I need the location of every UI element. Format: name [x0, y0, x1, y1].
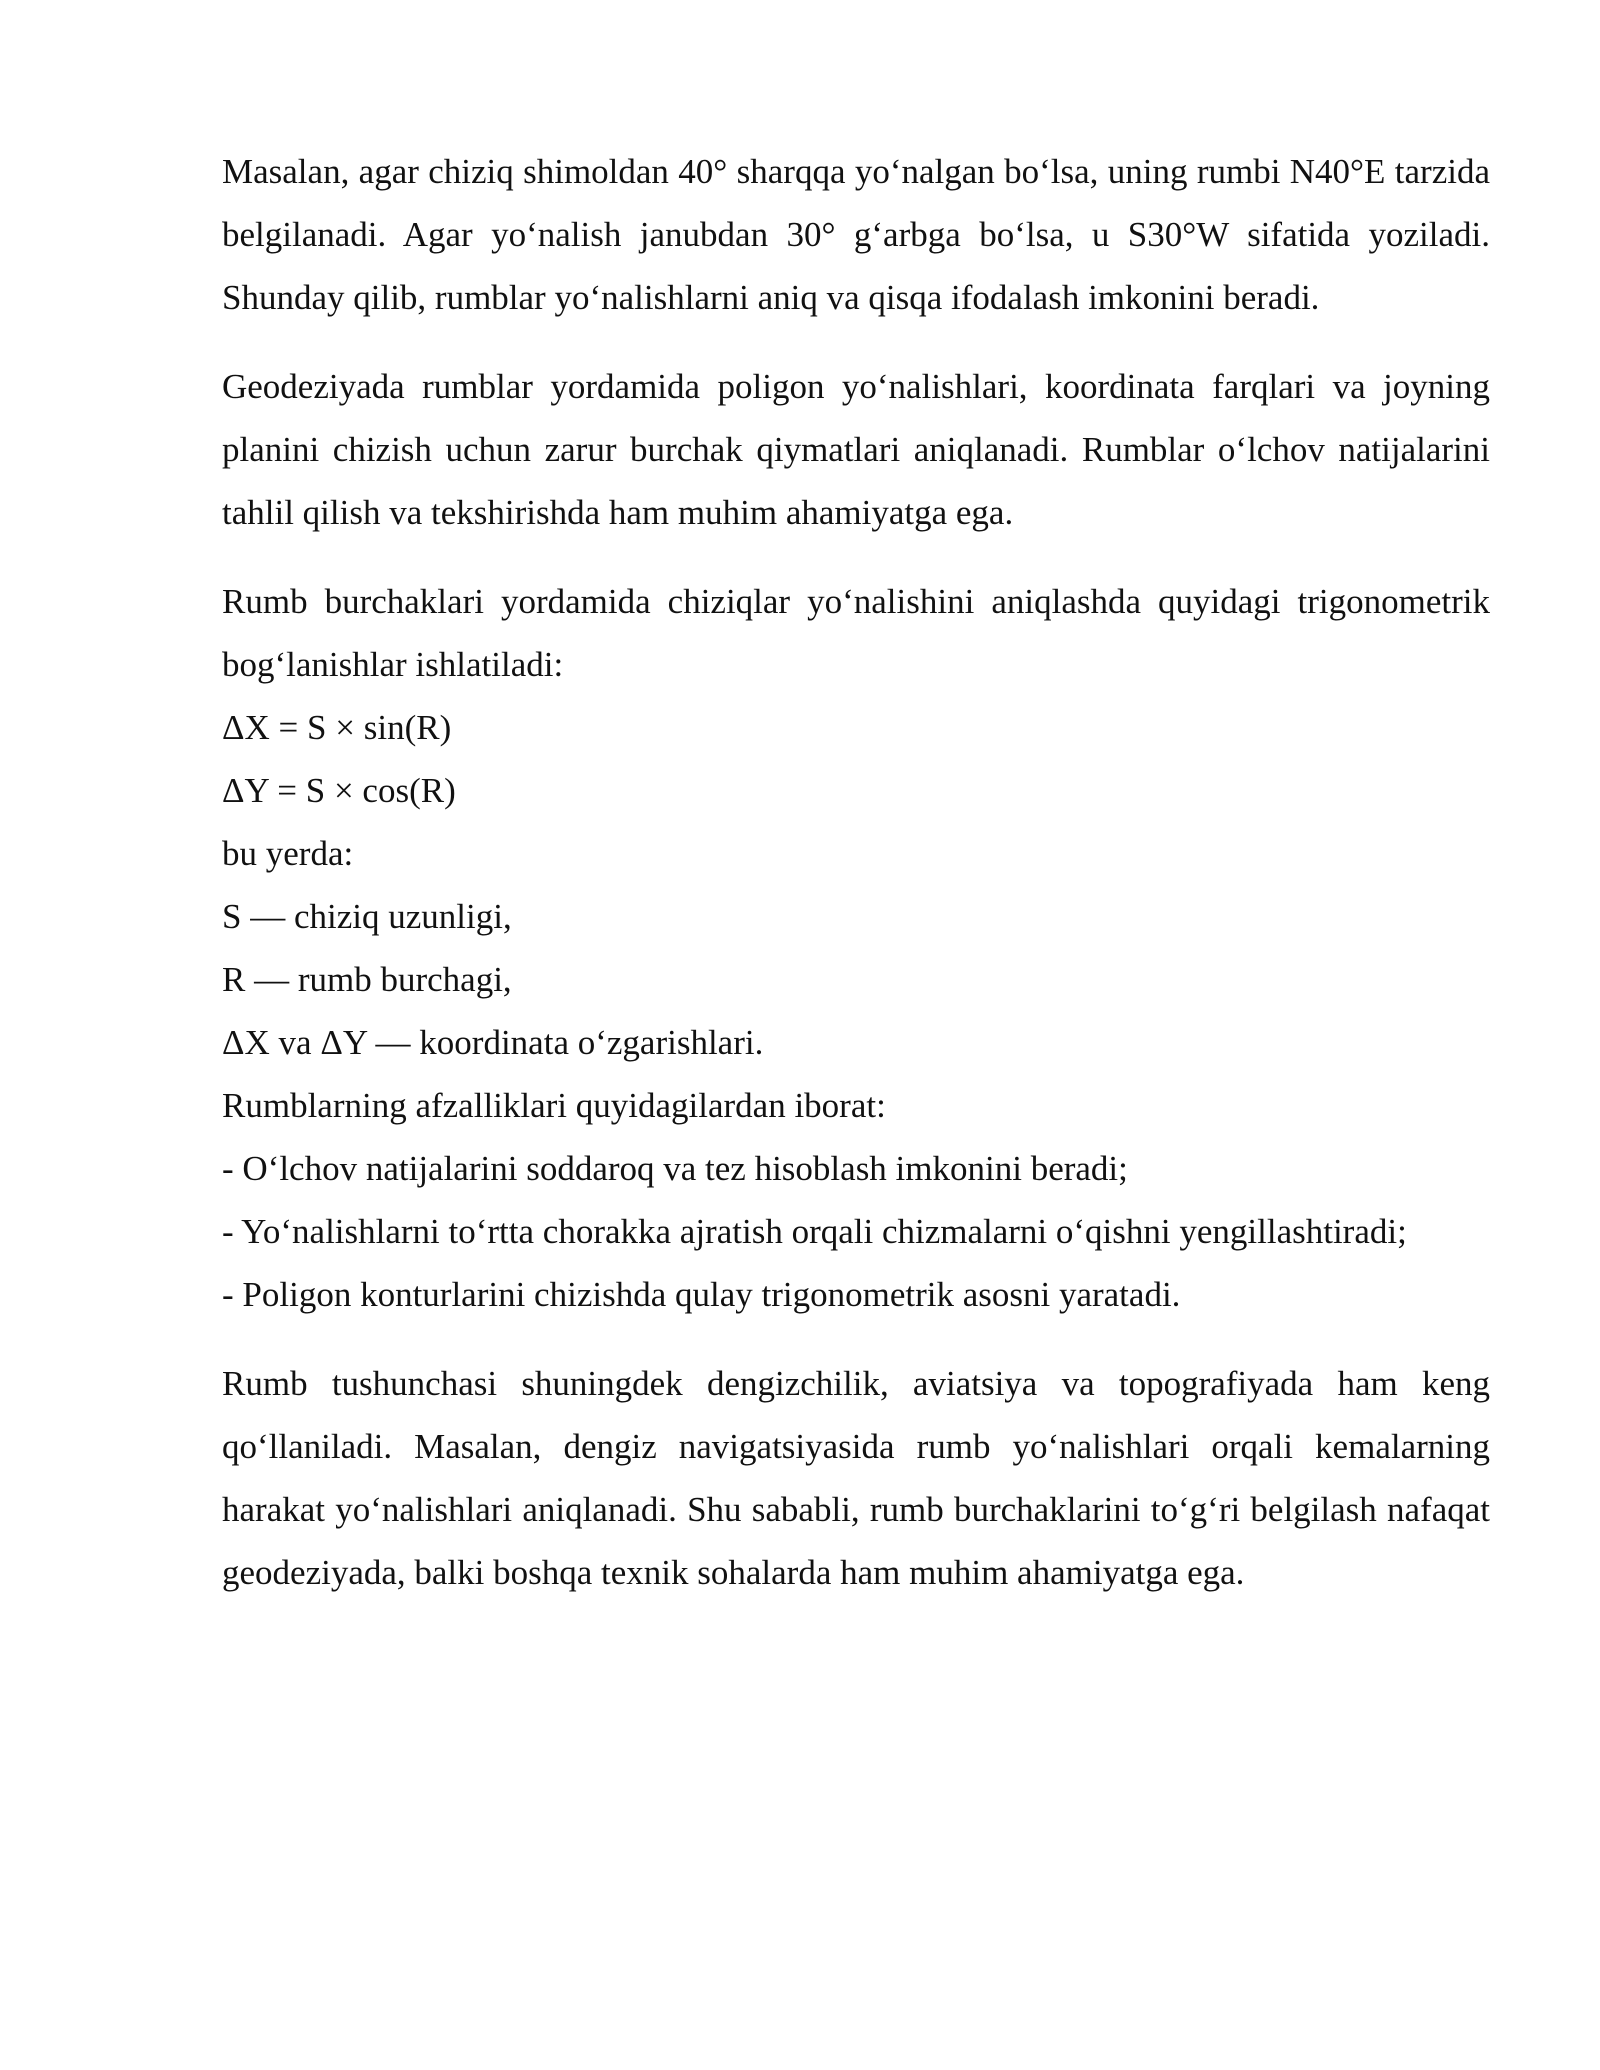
definition-dx-dy: ΔX va ΔY — koordinata o‘zgarishlari.: [222, 1023, 764, 1062]
definition-s: S — chiziq uzunligi,: [222, 897, 512, 936]
formula-delta-y: ΔY = S × cos(R): [222, 771, 456, 810]
advantage-item-2: - Yo‘nalishlarni to‘rtta chorakka ajratish orqali chizmalarni o‘qishni yengillashtiradi;: [222, 1212, 1407, 1251]
paragraph-geodesy-usage: Geodeziyada rumblar yordamida poligon yo‘nalishlari, koordinata farqlari va joyning planini chizish uchun zarur burchak qiymatlari aniqlanadi. Rumblar o‘lchov natijalarini tahlil qilish va tekshirishda ham muhim ahamiyatga ega.: [222, 367, 1490, 532]
document-page: [222, 140, 1490, 1604]
paragraph-trig-relations: Rumb burchaklari yordamida chiziqlar yo‘nalishini aniqlashda quyidagi trigonometrik bog‘lanishlar ishlatiladi:: [222, 582, 1490, 684]
advantage-item-3: - Poligon konturlarini chizishda qulay trigonometrik asosni yaratadi.: [222, 1275, 1181, 1314]
definition-r: R — rumb burchagi,: [222, 960, 512, 999]
advantages-intro: Rumblarning afzalliklari quyidagilardan iborat:: [222, 1086, 886, 1125]
paragraph-rumb-examples: Masalan, agar chiziq shimoldan 40° sharqqa yo‘nalgan bo‘lsa, uning rumbi N40°E tarzida belgilanadi. Agar yo‘nalish janubdan 30° g‘arbga bo‘lsa, u S30°W sifatida yoziladi. Shunday qilib, rumblar yo‘nalishlarni aniq va qisqa ifodalash imkonini beradi.: [222, 152, 1490, 317]
advantage-item-1: - O‘lchov natijalarini soddaroq va tez hisoblash imkonini beradi;: [222, 1149, 1128, 1188]
where-label: bu yerda:: [222, 834, 354, 873]
paragraph-other-fields: Rumb tushunchasi shuningdek dengizchilik, aviatsiya va topografiyada ham keng qo‘llaniladi. Masalan, dengiz navigatsiyasida rumb yo‘nalishlari orqali kemalarning harakat yo‘nalishlari aniqlanadi. Shu sababli, rumb burchaklarini to‘g‘ri belgilash nafaqat geodeziyada, balki boshqa texnik sohalarda ham muhim ahamiyatga ega.: [222, 1364, 1490, 1592]
formula-delta-x: ΔX = S × sin(R): [222, 708, 452, 747]
